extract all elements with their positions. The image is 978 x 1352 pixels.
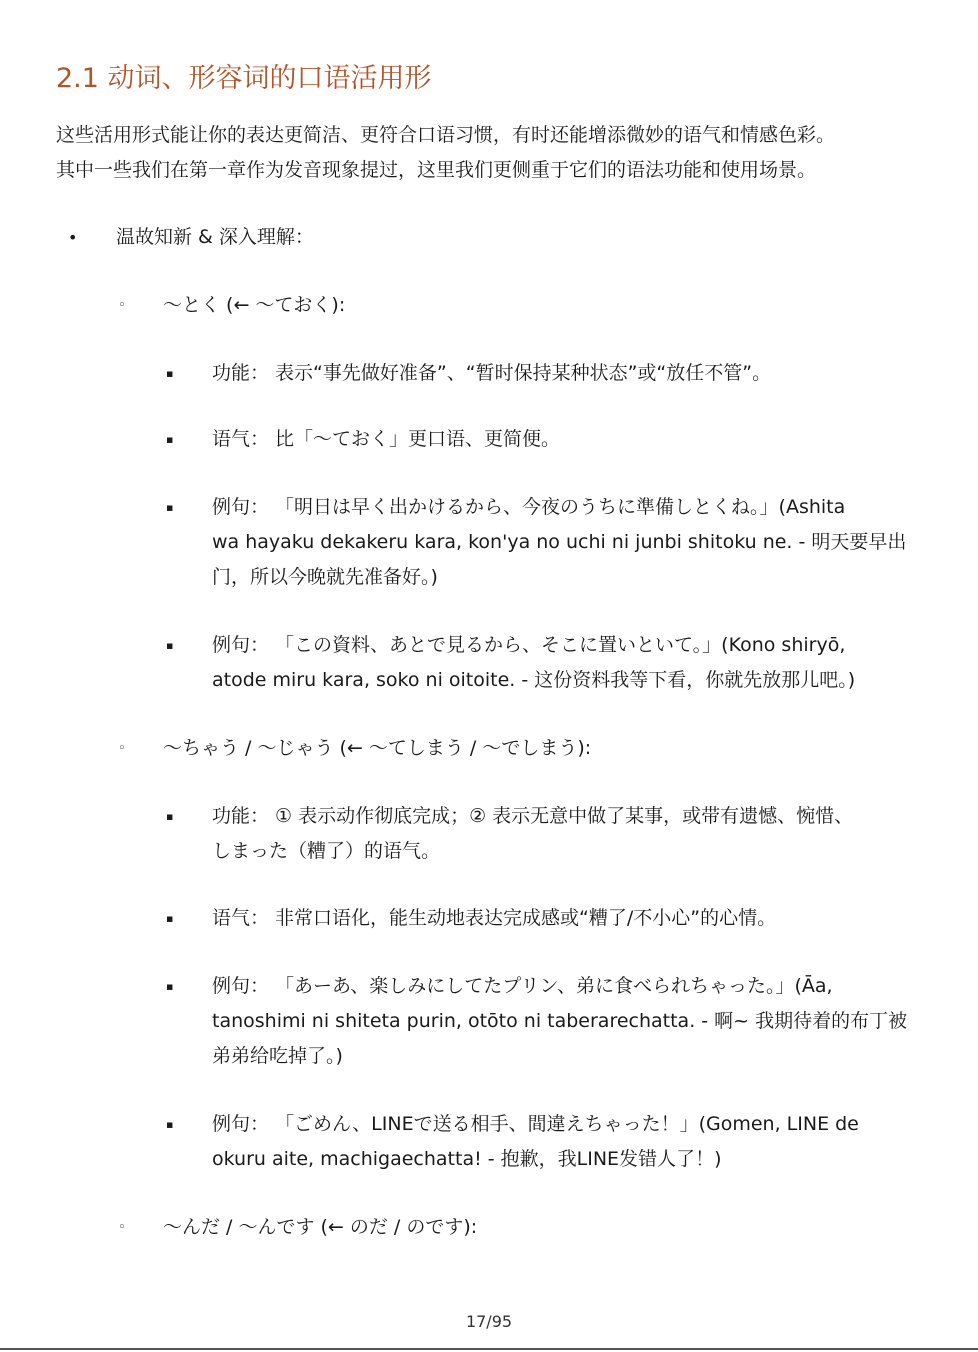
intro-line: 这些活用形式能让你的表达更简洁、更符合口语习惯，有时还能增添微妙的语气和情感色彩。 [56, 124, 836, 146]
bullet-square-icon: ▪ [166, 501, 174, 514]
list-item-title: 温故知新 & 深入理解： [116, 226, 314, 248]
page-bottom-divider [0, 1348, 978, 1350]
bullet-square-icon: ▪ [166, 1118, 174, 1131]
list-item [212, 490, 944, 595]
list-item-line: 功能： ① 表示动作彻底完成；② 表示无意中做了某事，或带有遗憾、惋惜、 [212, 805, 854, 827]
sublist-title: ～んだ / ～んです (← のだ / のです): [163, 1216, 478, 1238]
list-item-line: 语气： 非常口语化，能生动地表达完成感或“糟了/不小心”的心情。 [212, 907, 777, 929]
list-item [212, 799, 944, 869]
list-item-line: 门，所以今晚就先准备好。) [212, 566, 438, 588]
list-item-line: 语气： 比「～ておく」更口语、更简便。 [212, 428, 561, 450]
bullet-circle-icon: ◦ [118, 741, 126, 756]
page-number: 17/95 [465, 1312, 513, 1331]
list-item [212, 356, 944, 391]
list-item-line: 弟弟给吃掉了。) [212, 1045, 343, 1067]
list-item [212, 1107, 944, 1177]
list-item [212, 901, 944, 936]
bullet-square-icon: ▪ [166, 433, 174, 446]
list-item-line: 功能： 表示“事先做好准备”、“暂时保持某种状态”或“放任不管”。 [212, 362, 772, 384]
bullet-disc-icon: • [68, 228, 78, 247]
list-item [212, 969, 944, 1074]
list-item [212, 628, 944, 698]
list-item-line: atode miru kara, soko ni oitoite. - 这份资料我等下看，你就先放那儿吧。) [212, 669, 856, 691]
bullet-square-icon: ▪ [166, 912, 174, 925]
list-item-line: 例句： 「明日は早く出かけるから、今夜のうちに準備しとくね。」(Ashita [212, 496, 846, 518]
bullet-square-icon: ▪ [166, 980, 174, 993]
bullet-circle-icon: ◦ [118, 1220, 126, 1235]
list-item-line: 例句： 「あーあ、楽しみにしてたプリン、弟に食べられちゃった。」(Āa, [212, 975, 833, 997]
list-item-line: 例句： 「ごめん、LINEで送る相手、間違えちゃった！」(Gomen, LINE de [212, 1113, 859, 1135]
list-item-line: tanoshimi ni shiteta purin, otōto ni taberarechatta. - 啊~ 我期待着的布丁被 [212, 1010, 908, 1032]
sublist-title: ～とく (← ～ておく): [163, 294, 346, 316]
list-item-line: 例句： 「この資料、あとで見るから、そこに置いといて。」(Kono shiryō, [212, 634, 846, 656]
list-item-line: okuru aite, machigaechatta! - 抱歉，我LINE发错人了！) [212, 1148, 722, 1170]
bullet-circle-icon: ◦ [118, 298, 126, 313]
intro-paragraph [56, 118, 936, 188]
section-heading: 2.1 动词、形容词的口语活用形 [56, 63, 432, 94]
sublist-title: ～ちゃう / ～じゃう (← ～てしまう / ～でしまう): [163, 737, 592, 759]
bullet-square-icon: ▪ [166, 810, 174, 823]
list-item-line: wa hayaku dekakeru kara, kon'ya no uchi ni junbi shitoku ne. - 明天要早出 [212, 531, 907, 553]
intro-line: 其中一些我们在第一章作为发音现象提过，这里我们更侧重于它们的语法功能和使用场景。 [56, 159, 817, 181]
list-item [212, 422, 944, 457]
bullet-square-icon: ▪ [166, 367, 174, 380]
list-item-line: しまった（糟了）的语气。 [212, 840, 441, 862]
bullet-square-icon: ▪ [166, 639, 174, 652]
